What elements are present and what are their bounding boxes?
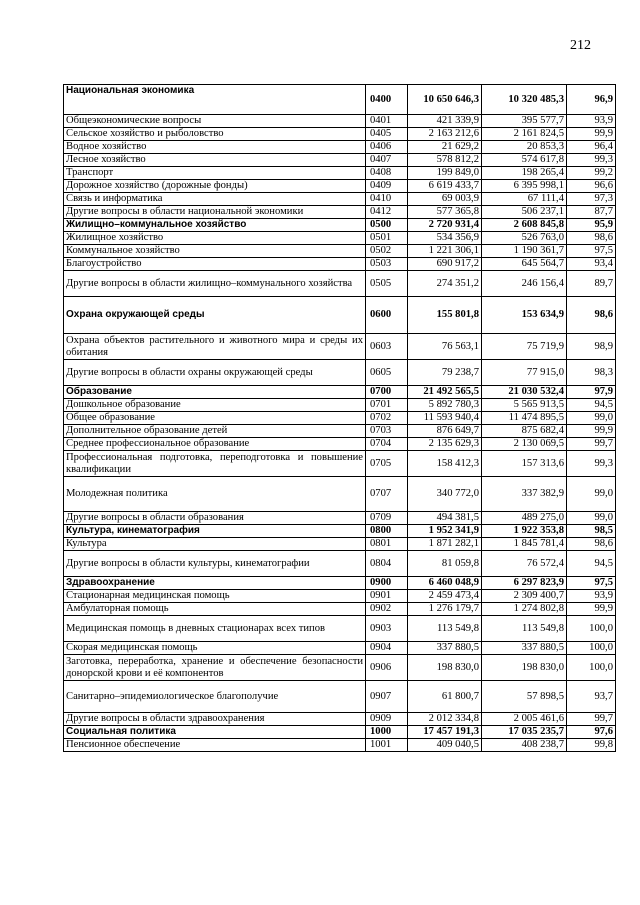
plan-cell: 690 917,2	[408, 258, 482, 271]
plan-cell: 274 351,2	[408, 271, 482, 297]
fact-cell: 75 719,9	[482, 334, 567, 360]
pct-cell: 97,3	[567, 193, 616, 206]
code-cell: 0408	[366, 167, 408, 180]
name-cell: Коммунальное хозяйство	[64, 245, 366, 258]
name-cell: Другие вопросы в области охраны окружающей среды	[64, 360, 366, 386]
plan-cell: 76 563,1	[408, 334, 482, 360]
name-cell: Здравоохранение	[64, 577, 366, 590]
name-cell: Лесное хозяйство	[64, 154, 366, 167]
name-cell: Санитарно–эпидемиологическое благополучие	[64, 681, 366, 713]
fact-cell: 2 130 069,5	[482, 438, 567, 451]
plan-cell: 158 412,3	[408, 451, 482, 477]
fact-cell: 67 111,4	[482, 193, 567, 206]
code-cell: 0900	[366, 577, 408, 590]
table-row	[64, 438, 616, 451]
code-cell: 0801	[366, 538, 408, 551]
table-row	[64, 603, 616, 616]
fact-cell: 1 190 361,7	[482, 245, 567, 258]
table-row	[64, 206, 616, 219]
table-row	[64, 551, 616, 577]
code-cell: 0500	[366, 219, 408, 232]
code-cell: 0702	[366, 412, 408, 425]
code-cell: 0505	[366, 271, 408, 297]
fact-cell: 77 915,0	[482, 360, 567, 386]
pct-cell: 99,0	[567, 412, 616, 425]
table-row	[64, 232, 616, 245]
fact-cell: 337 880,5	[482, 642, 567, 655]
name-cell: Охрана объектов растительного и животного мира и среды их обитания	[64, 334, 366, 360]
plan-cell: 1 221 306,1	[408, 245, 482, 258]
pct-cell: 99,3	[567, 451, 616, 477]
fact-cell: 1 274 802,8	[482, 603, 567, 616]
name-cell: Социальная политика	[64, 726, 366, 739]
table-row	[64, 713, 616, 726]
fact-cell: 198 830,0	[482, 655, 567, 681]
fact-cell: 1 845 781,4	[482, 538, 567, 551]
name-cell: Другие вопросы в области культуры, кинематографии	[64, 551, 366, 577]
table-row	[64, 739, 616, 752]
fact-cell: 2 309 400,7	[482, 590, 567, 603]
pct-cell: 98,3	[567, 360, 616, 386]
name-cell: Культура, кинематография	[64, 525, 366, 538]
fact-cell: 153 634,9	[482, 297, 567, 334]
fact-cell: 21 030 532,4	[482, 386, 567, 399]
pct-cell: 100,0	[567, 655, 616, 681]
code-cell: 0901	[366, 590, 408, 603]
name-cell: Общеэкономические вопросы	[64, 115, 366, 128]
plan-cell: 21 629,2	[408, 141, 482, 154]
budget-table-body	[64, 85, 616, 752]
plan-cell: 577 365,8	[408, 206, 482, 219]
code-cell: 0412	[366, 206, 408, 219]
table-row	[64, 590, 616, 603]
fact-cell: 395 577,7	[482, 115, 567, 128]
pct-cell: 99,2	[567, 167, 616, 180]
plan-cell: 10 650 646,3	[408, 85, 482, 115]
fact-cell: 6 297 823,9	[482, 577, 567, 590]
plan-cell: 2 012 334,8	[408, 713, 482, 726]
plan-cell: 2 163 212,6	[408, 128, 482, 141]
table-row	[64, 477, 616, 512]
section-row	[64, 577, 616, 590]
name-cell: Дошкольное образование	[64, 399, 366, 412]
table-row	[64, 425, 616, 438]
plan-cell: 199 849,0	[408, 167, 482, 180]
fact-cell: 113 549,8	[482, 616, 567, 642]
code-cell: 0700	[366, 386, 408, 399]
code-cell: 0401	[366, 115, 408, 128]
section-row	[64, 297, 616, 334]
fact-cell: 337 382,9	[482, 477, 567, 512]
pct-cell: 100,0	[567, 642, 616, 655]
section-row	[64, 219, 616, 232]
table-row	[64, 399, 616, 412]
code-cell: 0902	[366, 603, 408, 616]
pct-cell: 97,9	[567, 386, 616, 399]
name-cell: Дорожное хозяйство (дорожные фонды)	[64, 180, 366, 193]
table-row	[64, 655, 616, 681]
code-cell: 0909	[366, 713, 408, 726]
table-row	[64, 180, 616, 193]
code-cell: 0906	[366, 655, 408, 681]
code-cell: 0701	[366, 399, 408, 412]
pct-cell: 98,6	[567, 232, 616, 245]
name-cell: Заготовка, переработка, хранение и обеспечение безопасности донорской крови и её компонентов	[64, 655, 366, 681]
pct-cell: 99,7	[567, 438, 616, 451]
section-row	[64, 726, 616, 739]
table-row	[64, 642, 616, 655]
plan-cell: 1 952 341,9	[408, 525, 482, 538]
name-cell: Профессиональная подготовка, переподготовка и повышение квалификации	[64, 451, 366, 477]
plan-cell: 81 059,8	[408, 551, 482, 577]
pct-cell: 97,5	[567, 577, 616, 590]
pct-cell: 87,7	[567, 206, 616, 219]
pct-cell: 99,0	[567, 477, 616, 512]
name-cell: Другие вопросы в области образования	[64, 512, 366, 525]
plan-cell: 876 649,7	[408, 425, 482, 438]
fact-cell: 157 313,6	[482, 451, 567, 477]
name-cell: Связь и информатика	[64, 193, 366, 206]
fact-cell: 76 572,4	[482, 551, 567, 577]
code-cell: 0704	[366, 438, 408, 451]
code-cell: 0600	[366, 297, 408, 334]
plan-cell: 5 892 780,3	[408, 399, 482, 412]
name-cell: Жилищное хозяйство	[64, 232, 366, 245]
code-cell: 0605	[366, 360, 408, 386]
plan-cell: 61 800,7	[408, 681, 482, 713]
name-cell: Сельское хозяйство и рыболовство	[64, 128, 366, 141]
plan-cell: 79 238,7	[408, 360, 482, 386]
pct-cell: 99,9	[567, 603, 616, 616]
name-cell: Другие вопросы в области здравоохранения	[64, 713, 366, 726]
table-row	[64, 193, 616, 206]
code-cell: 1001	[366, 739, 408, 752]
fact-cell: 5 565 913,5	[482, 399, 567, 412]
plan-cell: 11 593 940,4	[408, 412, 482, 425]
code-cell: 0409	[366, 180, 408, 193]
fact-cell: 10 320 485,3	[482, 85, 567, 115]
plan-cell: 1 276 179,7	[408, 603, 482, 616]
pct-cell: 94,5	[567, 551, 616, 577]
name-cell: Культура	[64, 538, 366, 551]
pct-cell: 96,9	[567, 85, 616, 115]
name-cell: Национальная экономика	[64, 85, 366, 115]
pct-cell: 99,7	[567, 713, 616, 726]
table-row	[64, 167, 616, 180]
code-cell: 0502	[366, 245, 408, 258]
fact-cell: 17 035 235,7	[482, 726, 567, 739]
name-cell: Среднее профессиональное образование	[64, 438, 366, 451]
name-cell: Другие вопросы в области жилищно–коммунального хозяйства	[64, 271, 366, 297]
plan-cell: 155 801,8	[408, 297, 482, 334]
fact-cell: 198 265,4	[482, 167, 567, 180]
plan-cell: 578 812,2	[408, 154, 482, 167]
name-cell: Молодежная политика	[64, 477, 366, 512]
name-cell: Пенсионное обеспечение	[64, 739, 366, 752]
name-cell: Стационарная медицинская помощь	[64, 590, 366, 603]
code-cell: 0407	[366, 154, 408, 167]
pct-cell: 93,9	[567, 115, 616, 128]
pct-cell: 95,9	[567, 219, 616, 232]
fact-cell: 6 395 998,1	[482, 180, 567, 193]
code-cell: 0410	[366, 193, 408, 206]
plan-cell: 409 040,5	[408, 739, 482, 752]
plan-cell: 337 880,5	[408, 642, 482, 655]
code-cell: 0400	[366, 85, 408, 115]
name-cell: Медицинская помощь в дневных стационарах всех типов	[64, 616, 366, 642]
plan-cell: 421 339,9	[408, 115, 482, 128]
plan-cell: 6 619 433,7	[408, 180, 482, 193]
pct-cell: 98,6	[567, 297, 616, 334]
plan-cell: 2 135 629,3	[408, 438, 482, 451]
plan-cell: 494 381,5	[408, 512, 482, 525]
plan-cell: 2 459 473,4	[408, 590, 482, 603]
fact-cell: 57 898,5	[482, 681, 567, 713]
code-cell: 0904	[366, 642, 408, 655]
pct-cell: 98,6	[567, 538, 616, 551]
fact-cell: 875 682,4	[482, 425, 567, 438]
name-cell: Транспорт	[64, 167, 366, 180]
table-row	[64, 681, 616, 713]
plan-cell: 1 871 282,1	[408, 538, 482, 551]
name-cell: Водное хозяйство	[64, 141, 366, 154]
code-cell: 0705	[366, 451, 408, 477]
fact-cell: 20 853,3	[482, 141, 567, 154]
pct-cell: 93,9	[567, 590, 616, 603]
pct-cell: 99,0	[567, 512, 616, 525]
pct-cell: 99,9	[567, 128, 616, 141]
code-cell: 0907	[366, 681, 408, 713]
pct-cell: 93,4	[567, 258, 616, 271]
pct-cell: 89,7	[567, 271, 616, 297]
table-row	[64, 115, 616, 128]
table-row	[64, 128, 616, 141]
code-cell: 0903	[366, 616, 408, 642]
fact-cell: 11 474 895,5	[482, 412, 567, 425]
pct-cell: 96,6	[567, 180, 616, 193]
budget-table	[63, 84, 616, 752]
table-row	[64, 154, 616, 167]
plan-cell: 17 457 191,3	[408, 726, 482, 739]
pct-cell: 98,9	[567, 334, 616, 360]
fact-cell: 246 156,4	[482, 271, 567, 297]
fact-cell: 526 763,0	[482, 232, 567, 245]
name-cell: Амбулаторная помощь	[64, 603, 366, 616]
fact-cell: 645 564,7	[482, 258, 567, 271]
plan-cell: 2 720 931,4	[408, 219, 482, 232]
table-row	[64, 258, 616, 271]
name-cell: Охрана окружающей среды	[64, 297, 366, 334]
section-row	[64, 85, 616, 115]
plan-cell: 6 460 048,9	[408, 577, 482, 590]
code-cell: 0501	[366, 232, 408, 245]
pct-cell: 99,3	[567, 154, 616, 167]
table-row	[64, 141, 616, 154]
pct-cell: 99,9	[567, 425, 616, 438]
name-cell: Дополнительное образование детей	[64, 425, 366, 438]
code-cell: 0800	[366, 525, 408, 538]
code-cell: 0406	[366, 141, 408, 154]
table-row	[64, 451, 616, 477]
code-cell: 0603	[366, 334, 408, 360]
table-row	[64, 360, 616, 386]
page-number: 212	[570, 38, 591, 53]
code-cell: 0703	[366, 425, 408, 438]
fact-cell: 574 617,8	[482, 154, 567, 167]
plan-cell: 113 549,8	[408, 616, 482, 642]
name-cell: Благоустройство	[64, 258, 366, 271]
name-cell: Жилищно–коммунальное хозяйство	[64, 219, 366, 232]
code-cell: 0707	[366, 477, 408, 512]
table-row	[64, 334, 616, 360]
fact-cell: 1 922 353,8	[482, 525, 567, 538]
table-row	[64, 271, 616, 297]
table-row	[64, 616, 616, 642]
fact-cell: 506 237,1	[482, 206, 567, 219]
plan-cell: 198 830,0	[408, 655, 482, 681]
pct-cell: 97,6	[567, 726, 616, 739]
code-cell: 0405	[366, 128, 408, 141]
pct-cell: 97,5	[567, 245, 616, 258]
fact-cell: 408 238,7	[482, 739, 567, 752]
table-row	[64, 512, 616, 525]
pct-cell: 96,4	[567, 141, 616, 154]
pct-cell: 93,7	[567, 681, 616, 713]
code-cell: 0503	[366, 258, 408, 271]
table-row	[64, 538, 616, 551]
pct-cell: 100,0	[567, 616, 616, 642]
pct-cell: 94,5	[567, 399, 616, 412]
code-cell: 1000	[366, 726, 408, 739]
fact-cell: 2 608 845,8	[482, 219, 567, 232]
code-cell: 0709	[366, 512, 408, 525]
pct-cell: 98,5	[567, 525, 616, 538]
table-row	[64, 412, 616, 425]
fact-cell: 489 275,0	[482, 512, 567, 525]
name-cell: Другие вопросы в области национальной экономики	[64, 206, 366, 219]
fact-cell: 2 005 461,6	[482, 713, 567, 726]
plan-cell: 21 492 565,5	[408, 386, 482, 399]
pct-cell: 99,8	[567, 739, 616, 752]
name-cell: Образование	[64, 386, 366, 399]
name-cell: Скорая медицинская помощь	[64, 642, 366, 655]
code-cell: 0804	[366, 551, 408, 577]
plan-cell: 534 356,9	[408, 232, 482, 245]
name-cell: Общее образование	[64, 412, 366, 425]
section-row	[64, 386, 616, 399]
plan-cell: 340 772,0	[408, 477, 482, 512]
section-row	[64, 525, 616, 538]
plan-cell: 69 003,9	[408, 193, 482, 206]
table-row	[64, 245, 616, 258]
fact-cell: 2 161 824,5	[482, 128, 567, 141]
